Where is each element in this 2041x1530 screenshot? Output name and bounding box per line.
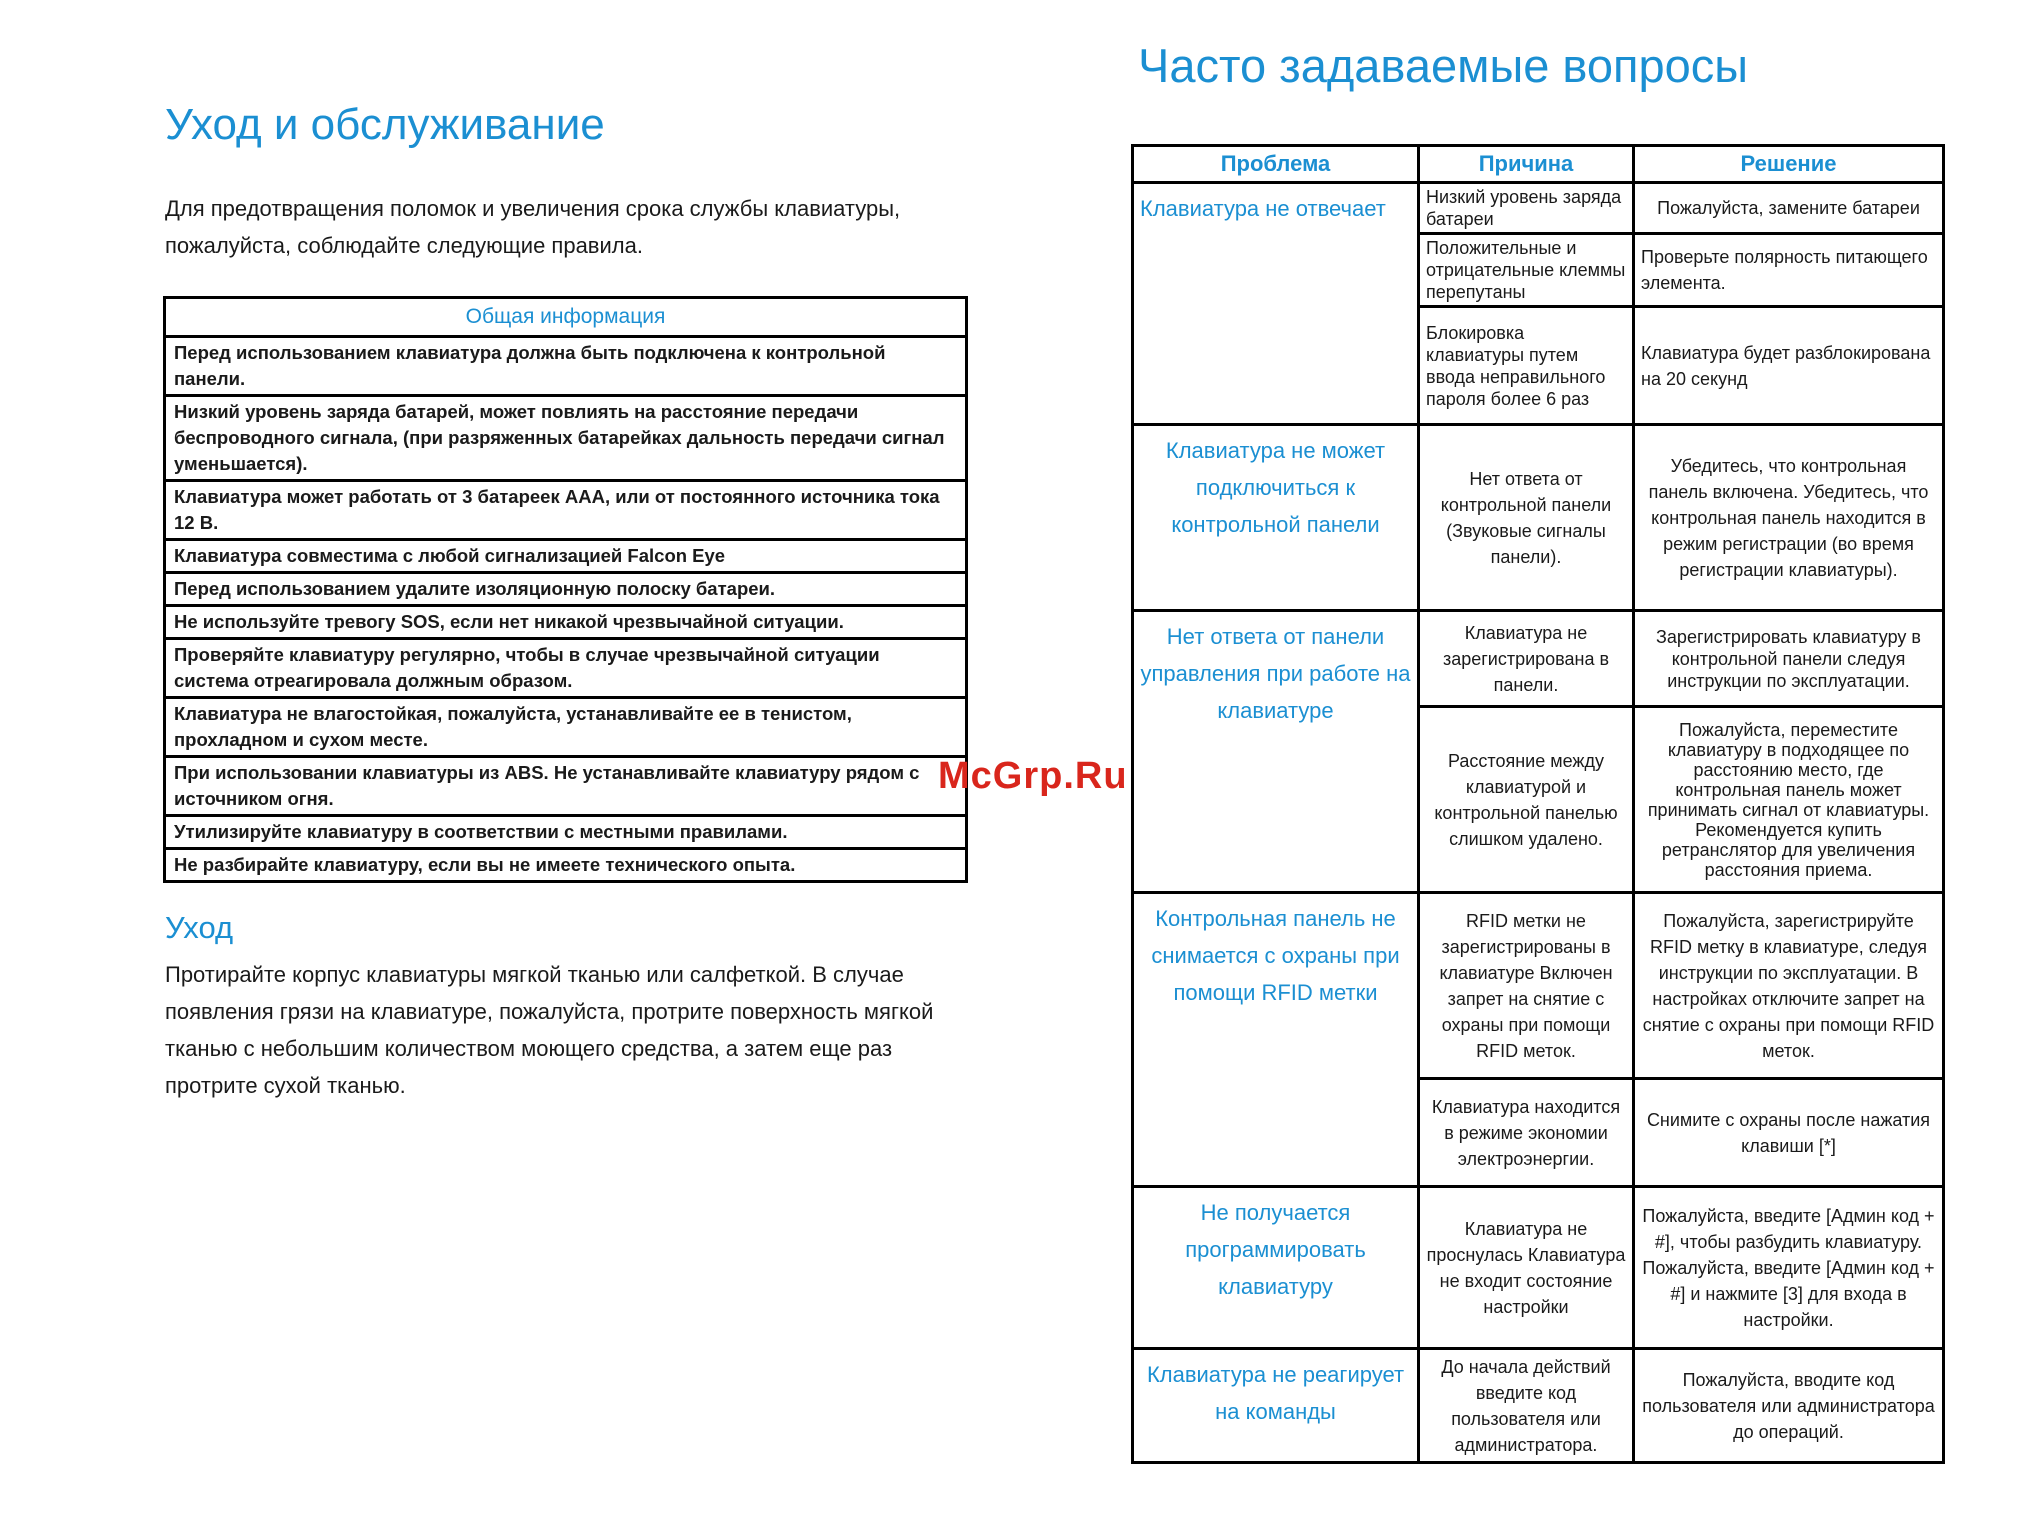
faq-cause: Клавиатура находится в режиме экономии электроэнергии. [1419,1079,1634,1187]
info-table-header: Общая информация [165,298,967,337]
faq-solution: Зарегистрировать клавиатуру в контрольной панели следуя инструкции по эксплуатации. [1634,611,1944,707]
faq-problem: Клавиатура не реагирует на команды [1133,1349,1419,1463]
faq-title: Часто задаваемые вопросы [1138,39,1749,92]
faq-header-solution: Решение [1634,146,1944,183]
faq-solution: Пожалуйста, вводите код пользователя или администратора до операций. [1634,1349,1944,1463]
faq-solution: Пожалуйста, зарегистрируйте RFID метку в клавиатуре, следуя инструкции по эксплуатации. В настройках отключите запрет на снятие с охраны при помощи RFID меток. [1634,893,1944,1079]
faq-cause: Клавиатура не проснулась Клавиатура не входит состояние настройки [1419,1187,1634,1349]
faq-cause: Положительные и отрицательные клеммы перепутаны [1419,234,1634,307]
info-row: Не разбирайте клавиатуру, если вы не имеете технического опыта. [165,849,967,882]
faq-cause: До начала действий введите код пользователя или администратора. [1419,1349,1634,1463]
faq-solution: Снимите с охраны после нажатия клавиши [*] [1634,1079,1944,1187]
faq-header-cause: Причина [1419,146,1634,183]
faq-solution: Клавиатура будет разблокирована на 20 секунд [1634,307,1944,425]
faq-solution: Пожалуйста, замените батареи [1634,183,1944,234]
info-row: Перед использованием клавиатура должна быть подключена к контрольной панели. [165,337,967,396]
faq-problem: Не получается программировать клавиатуру [1133,1187,1419,1349]
faq-solution: Пожалуйста, введите [Админ код + #], чтобы разбудить клавиатуру. Пожалуйста, введите [Админ код + #] и нажмите [3] для входа в настройки. [1634,1187,1944,1349]
info-row: Клавиатура может работать от 3 батареек AAA, или от постоянного источника тока 12 В. [165,481,967,540]
general-info-table [163,296,968,883]
watermark: McGrp.Ru [938,755,1128,797]
info-row: Не используйте тревогу SOS, если нет никакой чрезвычайной ситуации. [165,606,967,639]
faq-header-problem: Проблема [1133,146,1419,183]
page-title: Уход и обслуживание [165,100,605,149]
faq-cause: Расстояние между клавиатурой и контрольной панелью слишком удалено. [1419,707,1634,893]
care-text: Протирайте корпус клавиатуры мягкой тканью или салфеткой. В случае появления грязи на клавиатуре, пожалуйста, протрите поверхность мягкой тканью с небольшим количеством моющего средства, а затем еще раз протрите сухой тканью. [165,962,934,1098]
faq-problem: Клавиатура не отвечает [1133,183,1419,425]
faq-table [1131,144,1945,1464]
faq-cause: RFID метки не зарегистрированы в клавиатуре Включен запрет на снятие с охраны при помощи RFID меток. [1419,893,1634,1079]
care-section-title: Уход [165,910,234,945]
info-row: Утилизируйте клавиатуру в соответствии с местными правилами. [165,816,967,849]
faq-problem: Нет ответа от панели управления при работе на клавиатуре [1133,611,1419,893]
faq-problem: Контрольная панель не снимается с охраны при помощи RFID метки [1133,893,1419,1187]
info-row: Низкий уровень заряда батарей, может повлиять на расстояние передачи беспроводного сигнала, (при разряженных батарейках дальность передачи сигнал уменьшается). [165,396,967,481]
faq-solution: Убедитесь, что контрольная панель включена. Убедитесь, что контрольная панель находится в режим регистрации (во время регистрации клавиатуры). [1634,425,1944,611]
info-row: Проверяйте клавиатуру регулярно, чтобы в случае чрезвычайной ситуации система отреагировала должным образом. [165,639,967,698]
info-row: Клавиатура не влагостойкая, пожалуйста, устанавливайте ее в тенистом, прохладном и сухом месте. [165,698,967,757]
faq-solution: Проверьте полярность питающего элемента. [1634,234,1944,307]
faq-cause: Нет ответа от контрольной панели (Звуковые сигналы панели). [1419,425,1634,611]
faq-cause: Клавиатура не зарегистрирована в панели. [1419,611,1634,707]
info-row: Перед использованием удалите изоляционную полоску батареи. [165,573,967,606]
faq-cause: Низкий уровень заряда батареи [1419,183,1634,234]
info-row: При использовании клавиатуры из ABS. Не устанавливайте клавиатуру рядом с источником огня. [165,757,967,816]
info-row: Клавиатура совместима с любой сигнализацией Falcon Eye [165,540,967,573]
intro-text: Для предотвращения поломок и увеличения срока службы клавиатуры, пожалуйста, соблюдайте следующие правила. [165,196,901,258]
faq-cause: Блокировка клавиатуры путем ввода неправильного пароля более 6 раз [1419,307,1634,425]
faq-problem: Клавиатура не может подключиться к контрольной панели [1133,425,1419,611]
faq-solution: Пожалуйста, переместите клавиатуру в подходящее по расстоянию место, где контрольная панель может принимать сигнал от клавиатуры. Рекомендуется купить ретранслятор для увеличения расстояния приема. [1634,707,1944,893]
